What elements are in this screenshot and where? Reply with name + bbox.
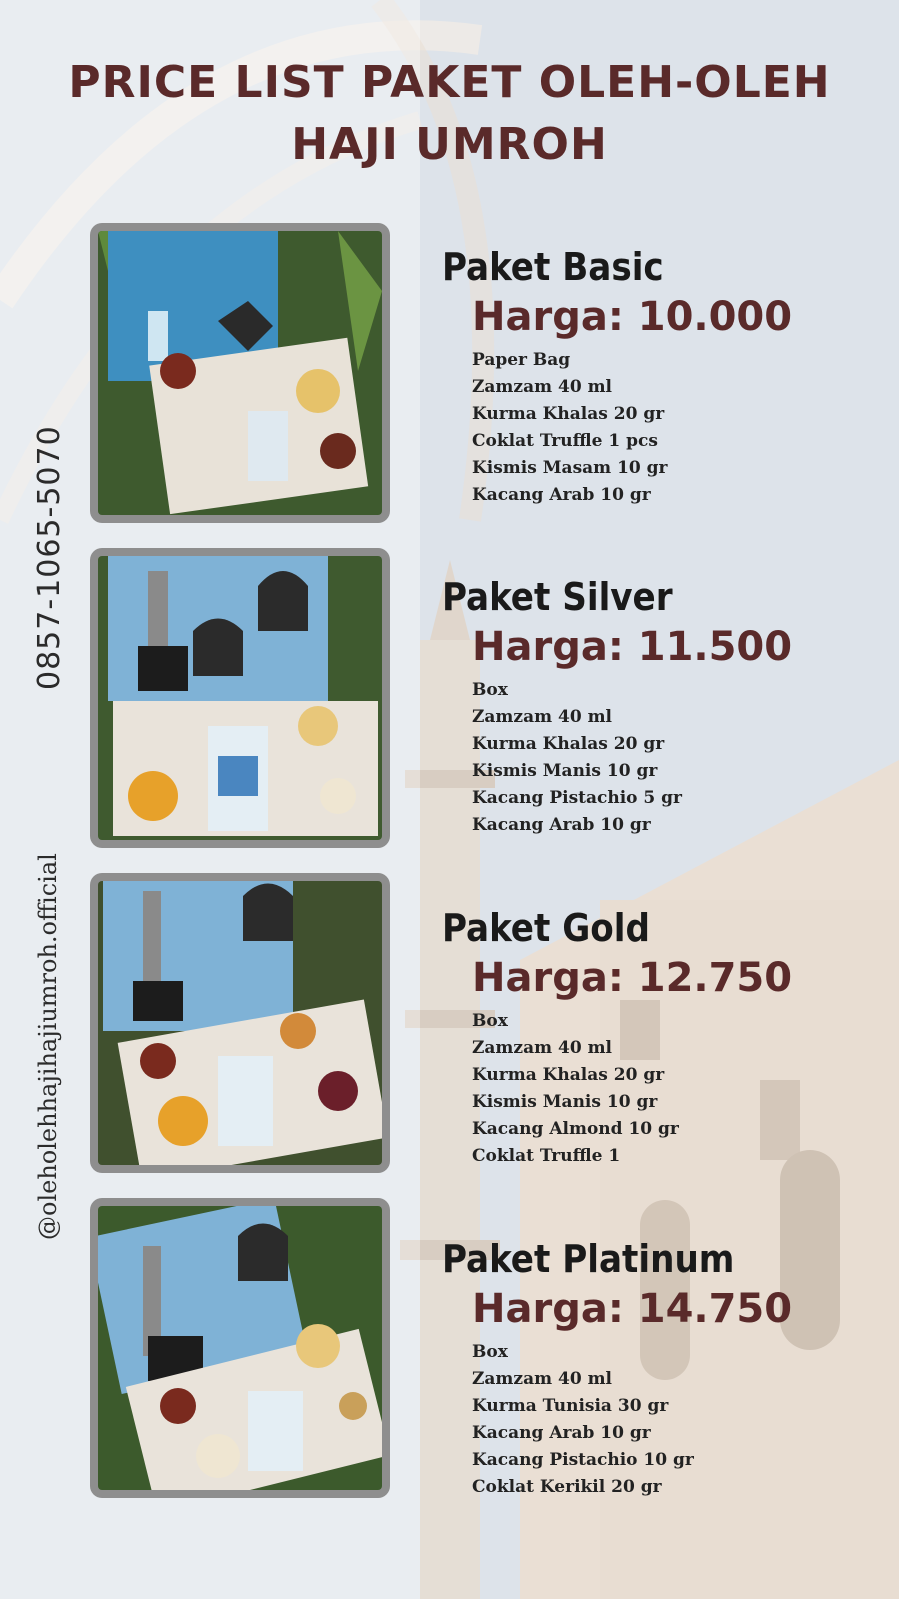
- list-item: Kacang Arab 10 gr: [472, 485, 651, 505]
- package-name: Paket Silver: [442, 575, 673, 619]
- package-name: Paket Gold: [442, 906, 650, 950]
- package-silver: [442, 575, 792, 839]
- page-title: [0, 52, 899, 176]
- package-basic: [442, 245, 792, 509]
- list-item: Kacang Pistachio 10 gr: [472, 1450, 694, 1470]
- list-item: Box: [472, 680, 508, 700]
- package-price: Harga: 10.000: [472, 294, 793, 340]
- list-item: Zamzam 40 ml: [472, 1038, 613, 1058]
- instagram-handle: @oleholehhajihajiumroh.official: [34, 853, 62, 1240]
- package-price: Harga: 12.750: [472, 955, 793, 1001]
- package-items: [472, 347, 792, 509]
- list-item: Kacang Pistachio 5 gr: [472, 788, 683, 808]
- package-price: Harga: 14.750: [472, 1286, 793, 1332]
- list-item: Zamzam 40 ml: [472, 1369, 613, 1389]
- list-item: Coklat Truffle 1: [472, 1146, 621, 1166]
- package-items: [472, 1008, 792, 1170]
- list-item: Kurma Khalas 20 gr: [472, 404, 665, 424]
- list-item: Box: [472, 1011, 508, 1031]
- list-item: Kurma Khalas 20 gr: [472, 1065, 665, 1085]
- package-platinum: [442, 1237, 792, 1501]
- list-item: Kismis Manis 10 gr: [472, 1092, 658, 1112]
- package-photo-platinum: [90, 1198, 390, 1498]
- list-item: Kismis Manis 10 gr: [472, 761, 658, 781]
- title-line-1: PRICE LIST PAKET OLEH-OLEH: [68, 57, 831, 108]
- list-item: Kurma Tunisia 30 gr: [472, 1396, 669, 1416]
- title-line-2: HAJI UMROH: [291, 119, 608, 170]
- list-item: Zamzam 40 ml: [472, 707, 613, 727]
- package-items: [472, 1339, 792, 1501]
- list-item: Coklat Truffle 1 pcs: [472, 431, 658, 451]
- package-price: Harga: 11.500: [472, 624, 793, 670]
- phone-number: 0857-1065-5070: [32, 425, 67, 690]
- list-item: Kismis Masam 10 gr: [472, 458, 668, 478]
- list-item: Kacang Arab 10 gr: [472, 1423, 651, 1443]
- package-gold: [442, 906, 792, 1170]
- list-item: Paper Bag: [472, 350, 571, 370]
- package-name: Paket Basic: [442, 245, 664, 289]
- package-items: [472, 677, 792, 839]
- package-photo-gold: [90, 873, 390, 1173]
- list-item: Kurma Khalas 20 gr: [472, 734, 665, 754]
- list-item: Kacang Almond 10 gr: [472, 1119, 679, 1139]
- package-photo-basic: [90, 223, 390, 523]
- list-item: Zamzam 40 ml: [472, 377, 613, 397]
- list-item: Box: [472, 1342, 508, 1362]
- list-item: Kacang Arab 10 gr: [472, 815, 651, 835]
- package-photo-silver: [90, 548, 390, 848]
- package-name: Paket Platinum: [442, 1237, 735, 1281]
- list-item: Coklat Kerikil 20 gr: [472, 1477, 662, 1497]
